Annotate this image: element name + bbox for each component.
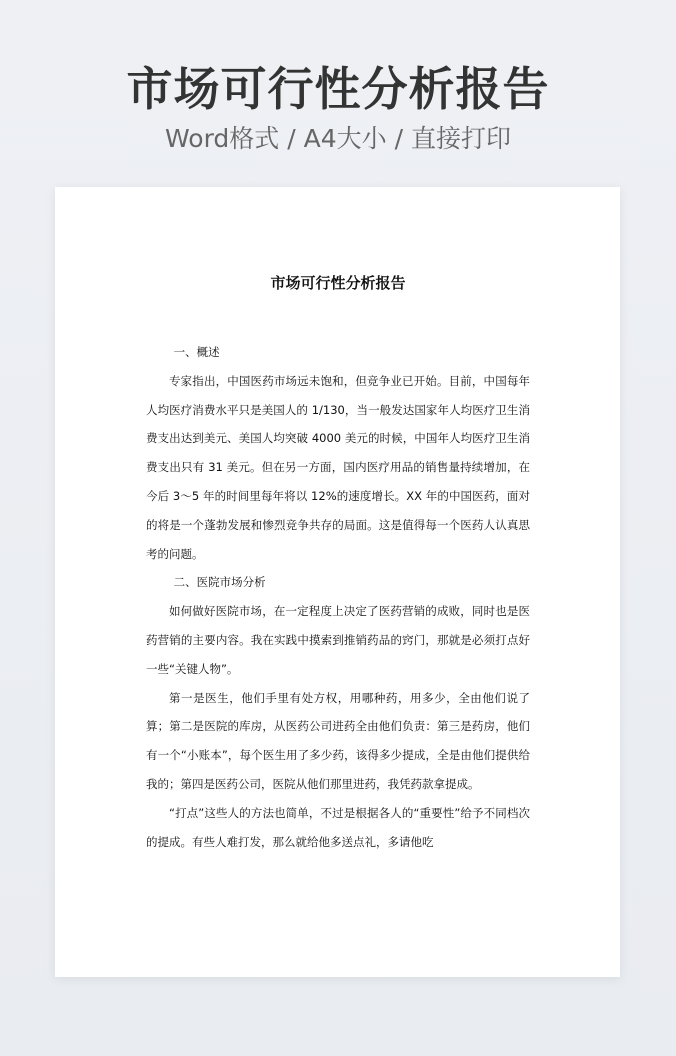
document-title: 市场可行性分析报告 bbox=[270, 274, 406, 292]
banner-title: 市场可行性分析报告 bbox=[126, 62, 550, 116]
section-heading-overview: 一、概述 bbox=[173, 345, 220, 359]
paragraph-overview: 专家指出，中国医药市场远未饱和，但竞争业已开始。目前，中国每年人均医疗消费水平只是美国人的 1/130，当一般发达国家年人均医疗卫生消费支出达到美元、美国人均突破 4000 美元的时候，中国年人均医疗卫生消费支出只有 31 美元。但在另一方面，国内医疗用品的销售量持续增加，在今后 3～5 年的时间里每年将以 12%的速度增长。XX 年的中国医药，面对的将是一个蓬勃发展和惨烈竞争共存的局面。这是值得每一个医药人认真思考的问题。 bbox=[146, 373, 530, 561]
document-body bbox=[146, 338, 530, 856]
paragraph-key-people: 第一是医生，他们手里有处方权，用哪种药，用多少，全由他们说了算；第二是医院的库房，从医药公司进药全由他们负责：第三是药房，他们有一个“小账本”，每个医生用了多少药，该得多少提成，全是由他们提供给我的；第四是医药公司，医院从他们那里进药，我凭药款拿提成。 bbox=[146, 690, 530, 791]
paragraph-methods: “打点”这些人的方法也简单，不过是根据各人的“重要性”给予不同档次的提成。有些人难打发，那么就给他多送点礼，多请他吃 bbox=[146, 805, 530, 849]
section-heading-hospital-market: 二、医院市场分析 bbox=[173, 575, 266, 590]
banner-subtitle: Word格式 / A4大小 / 直接打印 bbox=[165, 124, 511, 153]
banner bbox=[0, 60, 676, 156]
paragraph-hospital-market-intro: 如何做好医院市场，在一定程度上决定了医药营销的成败，同时也是医药营销的主要内容。我在实践中摸索到推销药品的窍门，那就是必须打点好一些“关键人物”。 bbox=[146, 604, 530, 676]
